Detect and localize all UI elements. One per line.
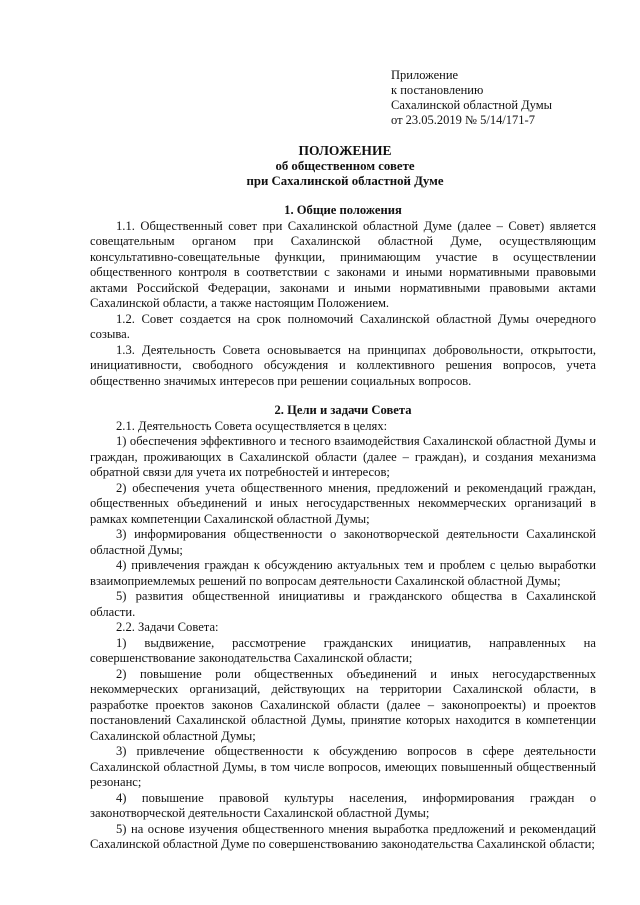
paragraph: 3) привлечение общественности к обсуждению вопросов в сфере деятельности Сахалинской областной Думы, в том числе вопросов, имеющих повышенный общественный резонанс; (90, 744, 596, 789)
document-title (90, 143, 600, 190)
title-line: при Сахалинской областной Думе (246, 174, 444, 188)
paragraph: 5) на основе изучения общественного мнения выработка предложений и рекомендаций Сахалинской областной Думе по совершенствованию законодательства Сахалинской области; (90, 821, 596, 851)
document-body (90, 203, 596, 853)
paragraph: 2.2. Задачи Совета: (116, 620, 219, 634)
appendix-line: Приложение (391, 68, 459, 82)
paragraph: 5) развития общественной инициативы и гражданского общества в Сахалинской области. (90, 589, 596, 619)
paragraph: 3) информирования общественности о законотворческой деятельности Сахалинской областной Думы; (90, 527, 596, 557)
paragraph: 4) повышение правовой культуры населения, информирования граждан о законотворческой деятельности Сахалинской областной Думы; (90, 790, 596, 820)
paragraph: 1) обеспечения эффективного и тесного взаимодействия Сахалинской областной Думы и граждан, проживающих в Сахалинской области (далее – граждан), и создания механизма обратной связи для учета их потребностей и интересов; (90, 434, 596, 479)
paragraph: 4) привлечения граждан к обсуждению актуальных тем и проблем с целью выработки взаимоприемлемых решений по вопросам деятельности Сахалинской областной Думы; (90, 558, 596, 588)
title-main: ПОЛОЖЕНИЕ (298, 143, 392, 158)
appendix-line: от 23.05.2019 № 5/14/171-7 (391, 113, 535, 127)
appendix-line: к постановлению (391, 83, 484, 97)
section-heading: 2. Цели и задачи Совета (274, 403, 412, 417)
paragraph: 1.3. Деятельность Совета основывается на принципах добровольности, открытости, инициативности, свободного обсуждения и коллективного решения вопросов, учета общественно значимых интересов при решении социальных вопросов. (90, 342, 596, 388)
paragraph: 1.2. Совет создается на срок полномочий Сахалинской областной Думы очередного созыва. (90, 311, 596, 341)
section-gap (90, 389, 596, 403)
paragraph: 1) выдвижение, рассмотрение гражданских инициатив, направленных на совершенствование законодательства Сахалинской области; (90, 635, 596, 665)
section-heading: 1. Общие положения (284, 203, 402, 217)
title-line: об общественном совете (275, 158, 415, 173)
paragraph: 2.1. Деятельность Совета осуществляется в целях: (116, 418, 388, 433)
paragraph: 2) обеспечения учета общественного мнения, предложений и рекомендаций граждан, общественных объединений и иных негосударственных некоммерческих организаций в рамках компетенции Сахалинской областной Думы; (90, 480, 596, 526)
paragraph: 1.1. Общественный совет при Сахалинской областной Думе (далее – Совет) является совещательным органом при Сахалинской областной Думе, осуществляющим консультативно-совещательные функции, принимающим участие в осуществлении общественного контроля в соответствии с законами и иными нормативными правовыми актами Российской Федерации, законами и иными нормативными правовыми актами Сахалинской области, а также настоящим Положением. (90, 218, 596, 310)
appendix-block (391, 68, 552, 128)
appendix-line: Сахалинской областной Думы (391, 98, 553, 112)
paragraph: 2) повышение роли общественных объединений и иных негосударственных некоммерческих организаций, действующих на территории Сахалинской области, в разработке проектов законов Сахалинской области (далее – законопроекты) и проектов постановлений Сахалинской областной Думы, принятие которых находится в компетенции Сахалинской областной Думы; (90, 666, 596, 743)
